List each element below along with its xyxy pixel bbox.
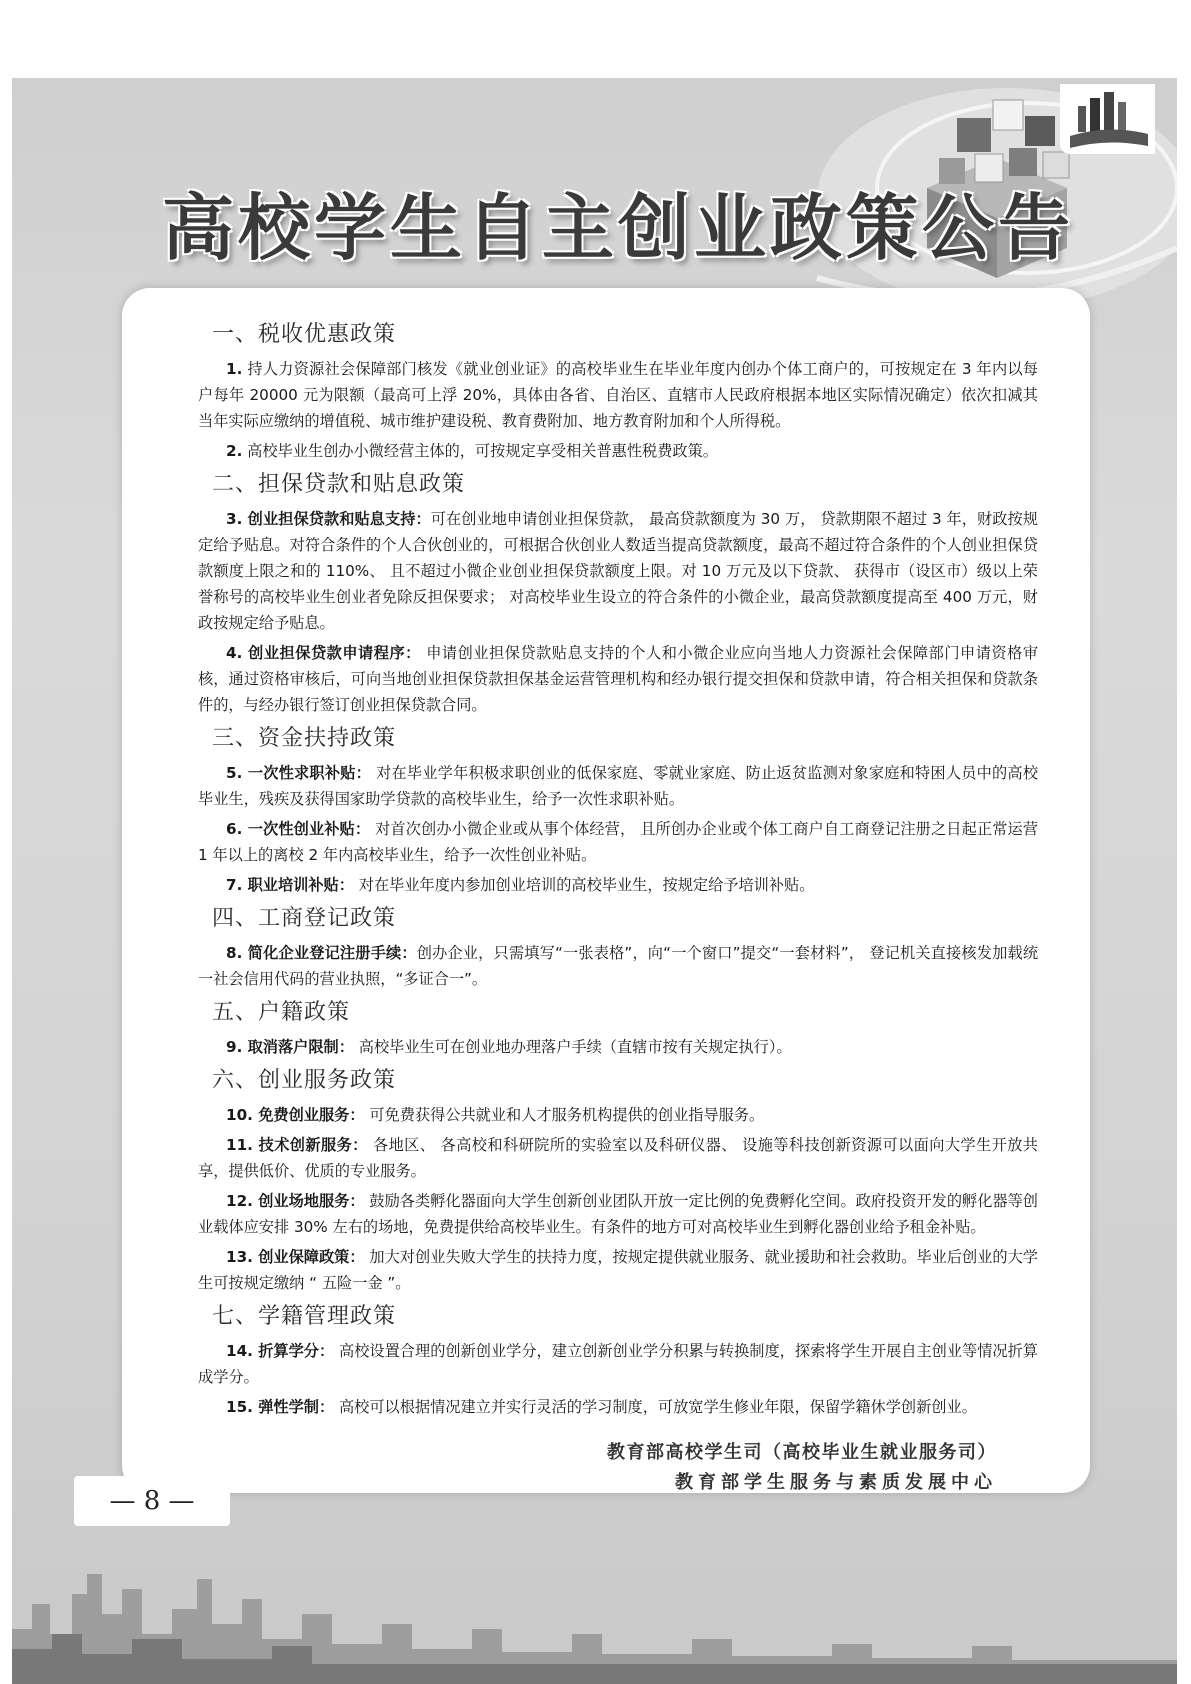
item-label: 15. 弹性学制： xyxy=(226,1398,335,1416)
item-label: 5. 一次性求职补贴： xyxy=(226,764,372,782)
policy-item xyxy=(198,1034,1038,1060)
section-tax xyxy=(198,320,1038,464)
page-number: — 8 — xyxy=(74,1476,230,1526)
policy-item xyxy=(198,940,1038,992)
item-text: 对首次创办小微企业或从事个体经营， 且所创办企业或个体工商户自工商登记注册之日起正常运营 1 年以上的离校 2 年内高校毕业生，给予一次性创业补贴。 xyxy=(198,820,1039,864)
item-label: 10. 免费创业服务： xyxy=(226,1106,365,1124)
item-label: 13. 创业保障政策： xyxy=(226,1248,365,1266)
item-text: 对在毕业年度内参加创业培训的高校毕业生，按规定给予培训补贴。 xyxy=(353,876,815,894)
item-label: 3. 创业担保贷款和贴息支持： xyxy=(226,510,431,528)
item-text: 申请创业担保贷款贴息支持的个人和小微企业应向当地人力资源社会保障部门申请资格审核，通过资格审核后，可向当地创业担保贷款担保基金运营管理机构和经办银行提交担保和贷款申请，符合相关担保和贷款条件的，与经办银行签订创业担保贷款合同。 xyxy=(198,644,1039,714)
section-academic xyxy=(198,1302,1038,1420)
item-text: 对在毕业学年积极求职创业的低保家庭、零就业家庭、防止返贫监测对象家庭和特困人员中的高校毕业生，残疾及获得国家助学贷款的高校毕业生，给予一次性求职补贴。 xyxy=(198,764,1039,808)
item-text: 各地区、 各高校和科研院所的实验室以及科研仪器、 设施等科技创新资源可以面向大学生开放共享，提供低价、优质的专业服务。 xyxy=(198,1136,1038,1180)
section-heading: 五、户籍政策 xyxy=(212,1000,351,1025)
section-heading: 二、担保贷款和贴息政策 xyxy=(212,472,466,497)
item-text: 鼓励各类孵化器面向大学生创新创业团队开放一定比例的免费孵化空间。政府投资开发的孵化器等创业载体应安排 30% 左右的场地，免费提供给高校毕业生。有条件的地方可对高校毕业生到孵化器创业给予租金补贴。 xyxy=(198,1192,1038,1236)
policy-item xyxy=(198,872,1038,898)
item-label: 8. 简化企业登记注册手续： xyxy=(226,944,417,962)
content-card xyxy=(122,288,1090,1493)
item-text: 加大对创业失败大学生的扶持力度，按规定提供就业服务、就业援助和社会救助。毕业后创业的大学生可按规定缴纳 “ 五险一金 ”。 xyxy=(198,1248,1038,1292)
item-label: 7. 职业培训补贴： xyxy=(226,876,354,894)
section-heading: 一、税收优惠政策 xyxy=(212,322,397,347)
item-label: 11. 技术创新服务： xyxy=(226,1136,368,1154)
section-household xyxy=(198,998,1038,1060)
section-loan xyxy=(198,470,1038,718)
policy-item xyxy=(198,760,1038,812)
buildings-logo-icon xyxy=(1060,84,1155,154)
city-skyline-graphic xyxy=(12,1534,1177,1684)
page-title: 高校学生自主创业政策公告 xyxy=(162,185,1075,270)
policy-item xyxy=(198,816,1038,868)
item-text: 创办企业，只需填写“一张表格”，向“一个窗口”提交“一套材料”， 登记机关直接核发加载统一社会信用代码的营业执照，“多证合一”。 xyxy=(198,944,1039,988)
item-text: 高校毕业生创办小微经营主体的，可按规定享受相关普惠性税费政策。 xyxy=(242,442,718,460)
policy-item xyxy=(198,640,1038,718)
policy-item xyxy=(198,438,1038,464)
item-text: 可在创业地申请创业担保贷款， 最高贷款额度为 30 万， 贷款期限不超过 3 年，财政按规定给予贴息。对符合条件的个人合伙创业的，可根据合伙创业人数适当提高贷款额度，最高不超过符合条件的个人创业担保贷款额度上限之和的 110%、 且不超过小微企业创业担保贷款额度上限。对 10 万元及以下贷款、 获得市（设区市）级以上荣誉称号的高校毕业生创业者免除反担保要求； 对高校毕业生设立的符合条件的小微企业，最高贷款额度提高至 400 万元，财政按规定给予贴息。 xyxy=(198,510,1038,632)
policy-item xyxy=(198,1132,1038,1184)
section-services xyxy=(198,1066,1038,1296)
section-heading: 七、学籍管理政策 xyxy=(212,1304,397,1329)
item-label: 12. 创业场地服务： xyxy=(226,1192,365,1210)
item-label: 6. 一次性创业补贴： xyxy=(226,820,371,838)
item-text: 可免费获得公共就业和人才服务机构提供的创业指导服务。 xyxy=(364,1106,765,1124)
item-label: 4. 创业担保贷款申请程序： xyxy=(226,644,421,662)
policy-item xyxy=(198,1338,1038,1390)
poster-background xyxy=(12,78,1177,1684)
policy-item xyxy=(198,1102,1038,1128)
issuer-footer xyxy=(607,1438,997,1498)
item-text: 高校毕业生可在创业地办理落户手续（直辖市按有关规定执行）。 xyxy=(353,1038,792,1056)
item-label: 14. 折算学分： xyxy=(226,1342,335,1360)
issuer-line-2: 教育部学生服务与素质发展中心 xyxy=(675,1472,997,1493)
item-text: 高校可以根据情况建立并实行灵活的学习制度，可放宽学生修业年限，保留学籍休学创新创业。 xyxy=(334,1398,977,1416)
policy-content xyxy=(198,314,1038,1424)
emblem-logo xyxy=(1060,84,1155,154)
item-text: 持人力资源社会保障部门核发《就业创业证》的高校毕业生在毕业年度内创办个体工商户的，可按规定在 3 年内以每户每年 20000 元为限额（最高可上浮 20%，具体由各省、自治区、直辖市人民政府根据本地区实际情况确定）依次扣减其当年实际应缴纳的增值税、城市维护建设税、教育费附加、地方教育附加和个人所得税。 xyxy=(198,360,1038,430)
section-registration xyxy=(198,904,1038,992)
policy-item xyxy=(198,1394,1038,1420)
item-label: 9. 取消落户限制： xyxy=(226,1038,354,1056)
section-heading: 六、创业服务政策 xyxy=(212,1068,397,1093)
policy-item xyxy=(198,1244,1038,1296)
section-heading: 四、工商登记政策 xyxy=(212,906,397,931)
item-label: 2. xyxy=(226,442,243,460)
policy-item xyxy=(198,506,1038,636)
section-heading: 三、资金扶持政策 xyxy=(212,726,397,751)
item-text: 高校设置合理的创新创业学分，建立创新创业学分积累与转换制度，探索将学生开展自主创业等情况折算成学分。 xyxy=(198,1342,1038,1386)
item-label: 1. xyxy=(226,360,243,378)
section-funding xyxy=(198,724,1038,898)
issuer-line-1: 教育部高校学生司（高校毕业生就业服务司） xyxy=(607,1442,997,1463)
policy-item xyxy=(198,356,1038,434)
policy-item xyxy=(198,1188,1038,1240)
